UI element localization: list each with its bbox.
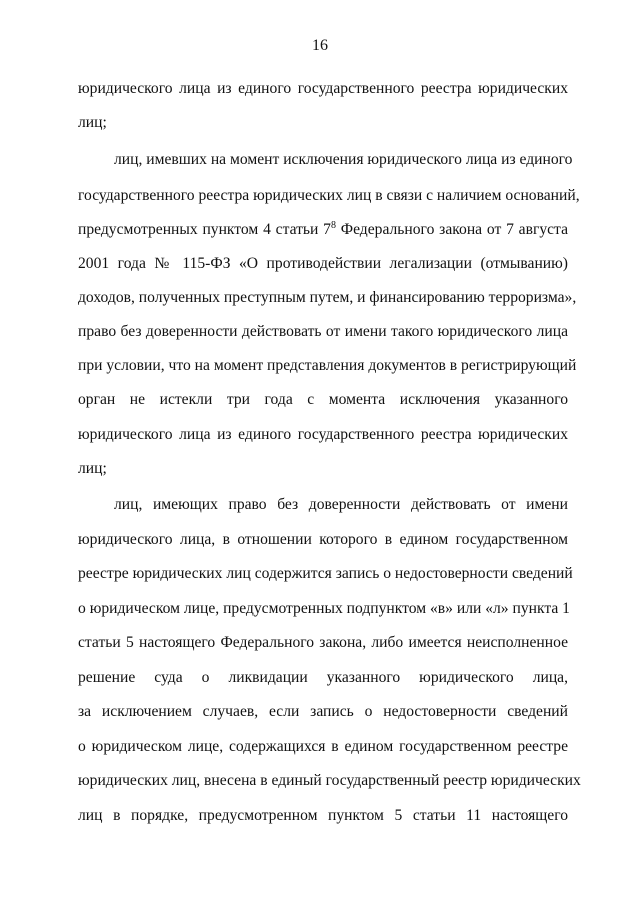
text-line: орган не истекли три года с момента исключения указанного (78, 391, 568, 408)
text-line: статьи 5 настоящего Федерального закона, либо имеется неисполненное (78, 634, 568, 651)
text-line: лиц; (78, 460, 107, 477)
text-line: юридического лица из единого государственного реестра юридических (78, 426, 568, 443)
text-line: реестре юридических лиц содержится запись о недостоверности сведений (78, 565, 573, 582)
text-line: о юридическом лице, содержащихся в едином государственном реестре (78, 738, 568, 755)
text-line: право без доверенности действовать от имени такого юридического лица (78, 323, 568, 340)
page-number: 16 (312, 37, 328, 54)
text-line (78, 220, 568, 240)
text-line: 2001 года № 115-ФЗ «О противодействии легализации (отмыванию) (78, 255, 568, 272)
text-line: доходов, полученных преступным путем, и финансированию терроризма», (78, 289, 577, 306)
text-line: юридического лица из единого государственного реестра юридических (78, 80, 568, 97)
text-line: юридического лица, в отношении которого в едином государственном (78, 531, 568, 548)
text-fragment: Федерального закона от 7 августа (335, 221, 568, 238)
text-line: лиц; (78, 114, 107, 131)
text-line: юридических лиц, внесена в единый государственный реестр юридических (78, 772, 581, 789)
text-line: государственного реестра юридических лиц в связи с наличием оснований, (78, 187, 580, 204)
text-line: лиц, имеющих право без доверенности действовать от имени (114, 496, 568, 513)
text-fragment: предусмотренных пунктом 4 статьи 7 (78, 221, 331, 238)
text-line: лиц в порядке, предусмотренном пунктом 5 статьи 11 настоящего (78, 807, 568, 824)
text-line: лиц, имевших на момент исключения юридического лица из единого (114, 151, 573, 168)
text-line: за исключением случаев, если запись о недостоверности сведений (78, 703, 568, 720)
superscript-number: 8 (330, 220, 336, 231)
text-line: о юридическом лице, предусмотренных подпунктом «в» или «л» пункта 1 (78, 600, 570, 617)
text-line: решение суда о ликвидации указанного юридического лица, (78, 669, 568, 686)
text-line: при условии, что на момент представления документов в регистрирующий (78, 357, 577, 374)
